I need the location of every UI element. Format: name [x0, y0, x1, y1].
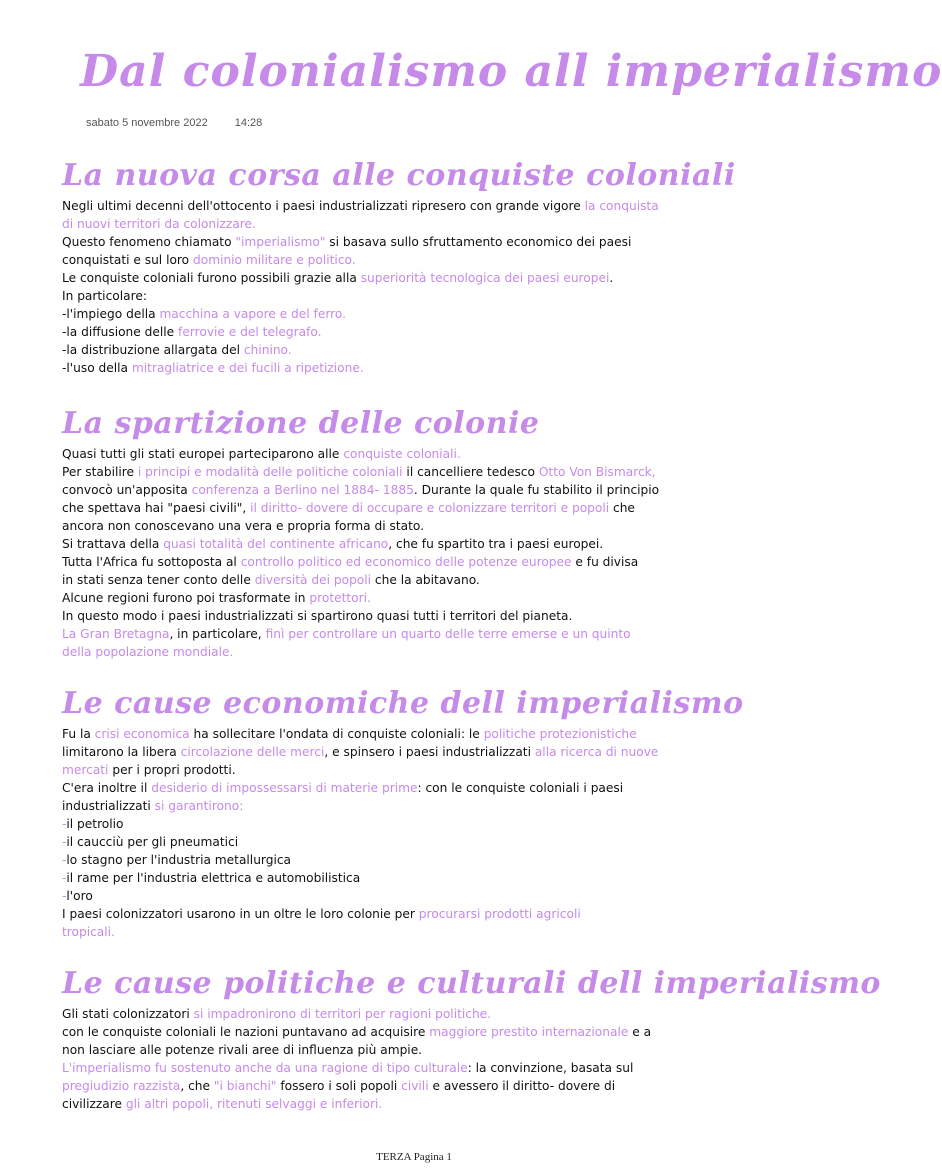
highlighted-text: quasi totalità del continente africano	[163, 537, 389, 551]
text-line	[62, 625, 822, 643]
highlighted-text: si garantirono:	[154, 799, 244, 813]
highlighted-text: conferenza a Berlino nel 1884- 1885	[191, 483, 414, 497]
body-text: l'oro	[66, 889, 93, 903]
body-text: -l'uso della	[62, 361, 132, 375]
section-body	[62, 725, 822, 941]
body-text: : con le conquiste coloniali i paesi	[417, 781, 624, 795]
highlighted-text: controllo politico ed economico delle potenze europee	[240, 555, 572, 569]
body-text: In questo modo i paesi industrializzati si spartirono quasi tutti i territori del pianeta.	[62, 609, 573, 623]
text-line	[62, 761, 822, 779]
body-text: con le conquiste coloniali le nazioni puntavano ad acquisire	[62, 1025, 430, 1039]
body-text: , che fu spartito tra i paesi europei.	[388, 537, 604, 551]
body-text: Quasi tutti gli stati europei parteciparono alle	[62, 447, 344, 461]
highlighted-text: di nuovi territori da colonizzare.	[62, 217, 256, 231]
text-line	[62, 1005, 822, 1023]
text-line	[62, 233, 822, 251]
highlighted-text: pregiudizio razzista	[62, 1079, 181, 1093]
text-line	[62, 359, 822, 377]
text-line	[62, 197, 822, 215]
highlighted-text: -	[62, 889, 67, 903]
body-text: Questo fenomeno chiamato	[62, 235, 236, 249]
body-text: Gli stati colonizzatori	[62, 1007, 194, 1021]
text-line	[62, 553, 822, 571]
page-title: Dal colonialismo all imperialismo	[80, 46, 942, 97]
highlighted-text: tropicali.	[62, 925, 115, 939]
highlighted-text: finì per controllare un quarto delle terre emerse e un quinto	[265, 627, 631, 641]
section-heading: La nuova corsa alle conquiste coloniali	[62, 158, 736, 193]
highlighted-text: maggiore prestito internazionale	[429, 1025, 629, 1039]
highlighted-text: -	[62, 871, 67, 885]
text-line	[62, 743, 822, 761]
text-line	[62, 287, 822, 305]
text-line	[62, 1077, 822, 1095]
body-text: , in particolare,	[169, 627, 266, 641]
body-text: Alcune regioni furono poi trasformate in	[62, 591, 310, 605]
body-text: I paesi colonizzatori usarono in un oltre le loro colonie per	[62, 907, 419, 921]
body-text: e avessero il diritto- dovere di	[428, 1079, 616, 1093]
body-text: per i propri prodotti.	[108, 763, 236, 777]
body-text: industrializzati	[62, 799, 155, 813]
body-text: ha sollecitare l'ondata di conquiste coloniali: le	[189, 727, 484, 741]
body-text: e a	[628, 1025, 652, 1039]
text-line	[62, 251, 822, 269]
body-text: , che	[180, 1079, 214, 1093]
body-text: : la convinzione, basata sul	[467, 1061, 634, 1075]
body-text: lo stagno per l'industria metallurgica	[66, 853, 292, 867]
body-text: che spettava hai "paesi civili",	[62, 501, 251, 515]
highlighted-text: i principi e modalità delle politiche coloniali	[137, 465, 403, 479]
body-text: conquistati e sul loro	[62, 253, 193, 267]
body-text: limitarono la libera	[62, 745, 181, 759]
body-text: Per stabilire	[62, 465, 138, 479]
body-text: Negli ultimi decenni dell'ottocento i paesi industrializzati ripresero con grande vigore	[62, 199, 585, 213]
text-line	[62, 1023, 822, 1041]
body-text: .	[609, 271, 614, 285]
highlighted-text: crisi economica	[94, 727, 190, 741]
text-line	[62, 481, 822, 499]
highlighted-text: Otto Von Bismarck,	[538, 465, 656, 479]
highlighted-text: conquiste coloniali.	[343, 447, 461, 461]
highlighted-text: ferrovie e del telegrafo.	[178, 325, 322, 339]
section-nuova-corsa	[62, 158, 822, 377]
section-body	[62, 1005, 822, 1113]
time-label: 14:28	[234, 117, 263, 129]
section-spartizione	[62, 406, 822, 661]
body-text: il caucciù per gli pneumatici	[66, 835, 239, 849]
timestamp	[86, 117, 286, 129]
body-text: , e spinsero i paesi industrializzati	[324, 745, 535, 759]
highlighted-text: mitragliatrice e dei fucili a ripetizione.	[131, 361, 364, 375]
text-line	[62, 1059, 822, 1077]
highlighted-text: il diritto- dovere di occupare e colonizzare territori e popoli	[250, 501, 610, 515]
text-line	[62, 341, 822, 359]
body-text: che	[609, 501, 635, 515]
body-text: Fu la	[62, 727, 95, 741]
text-line	[62, 851, 822, 869]
body-text: C'era inoltre il	[62, 781, 152, 795]
highlighted-text: dominio militare e politico.	[193, 253, 356, 267]
body-text: il rame per l'industria elettrica e automobilistica	[66, 871, 361, 885]
highlighted-text: desiderio di impossessarsi di materie prime	[151, 781, 418, 795]
highlighted-text: diversità dei popoli	[254, 573, 372, 587]
text-line	[62, 215, 822, 233]
body-text: il petrolio	[66, 817, 124, 831]
text-line	[62, 589, 822, 607]
text-line	[62, 887, 822, 905]
highlighted-text: della popolazione mondiale.	[62, 645, 234, 659]
highlighted-text: si impadronirono di territori per ragioni politiche.	[193, 1007, 492, 1021]
highlighted-text: civili	[401, 1079, 429, 1093]
section-heading: Le cause economiche dell imperialismo	[62, 686, 744, 721]
text-line	[62, 535, 822, 553]
highlighted-text: -	[62, 835, 67, 849]
highlighted-text: La Gran Bretagna	[62, 627, 170, 641]
body-text: Le conquiste coloniali furono possibili grazie alla	[62, 271, 361, 285]
body-text: . Durante la quale fu stabilito il principio	[413, 483, 660, 497]
section-heading: Le cause politiche e culturali dell imperialismo	[62, 966, 881, 1001]
text-line	[62, 571, 822, 589]
text-line	[62, 643, 822, 661]
highlighted-text: "i bianchi"	[213, 1079, 277, 1093]
body-text: si basava sullo sfruttamento economico dei paesi	[325, 235, 632, 249]
body-text: fossero i soli popoli	[276, 1079, 402, 1093]
section-heading: La spartizione delle colonie	[62, 406, 540, 441]
text-line	[62, 1095, 822, 1113]
section-cause-economiche	[62, 686, 822, 941]
body-text: in stati senza tener conto delle	[62, 573, 255, 587]
text-line	[62, 305, 822, 323]
body-text: civilizzare	[62, 1097, 126, 1111]
section-cause-politiche	[62, 966, 881, 1113]
text-line	[62, 607, 822, 625]
highlighted-text: procurarsi prodotti agricoli	[418, 907, 581, 921]
body-text: non lasciare alle potenze rivali aree di influenza più ampie.	[62, 1043, 423, 1057]
highlighted-text: -	[62, 853, 67, 867]
text-line	[62, 323, 822, 341]
body-text: convocò un'apposita	[62, 483, 192, 497]
body-text: -l'impiego della	[62, 307, 160, 321]
text-line	[62, 815, 822, 833]
highlighted-text: alla ricerca di nuove	[534, 745, 659, 759]
text-line	[62, 517, 822, 535]
text-line	[62, 269, 822, 287]
date-label: sabato 5 novembre 2022	[86, 117, 208, 129]
page-footer: TERZA Pagina 1	[376, 1151, 452, 1163]
text-line	[62, 797, 822, 815]
highlighted-text: politiche protezionistiche	[483, 727, 637, 741]
text-line	[62, 463, 822, 481]
highlighted-text: "imperialismo"	[235, 235, 326, 249]
highlighted-text: gli altri popoli, ritenuti selvaggi e inferiori.	[125, 1097, 383, 1111]
highlighted-text: -	[62, 817, 67, 831]
highlighted-text: L'imperialismo fu sostenuto anche da una ragione di tipo culturale	[62, 1061, 468, 1075]
highlighted-text: protettori.	[309, 591, 371, 605]
text-line	[62, 499, 822, 517]
text-line	[62, 445, 822, 463]
text-line	[62, 1041, 822, 1059]
body-text: -la distribuzione allargata del	[62, 343, 244, 357]
body-text: e fu divisa	[571, 555, 639, 569]
body-text: che la abitavano.	[371, 573, 480, 587]
highlighted-text: superiorità tecnologica dei paesi europei	[360, 271, 610, 285]
body-text: -la diffusione delle	[62, 325, 179, 339]
text-line	[62, 833, 822, 851]
body-text: ancora non conoscevano una vera e propria forma di stato.	[62, 519, 424, 533]
text-line	[62, 725, 822, 743]
text-line	[62, 923, 822, 941]
section-body	[62, 445, 822, 661]
highlighted-text: chinino.	[243, 343, 292, 357]
body-text: In particolare:	[62, 289, 147, 303]
text-line	[62, 869, 822, 887]
section-body	[62, 197, 822, 377]
body-text: Tutta l'Africa fu sottoposta al	[62, 555, 241, 569]
body-text: il cancelliere tedesco	[402, 465, 539, 479]
text-line	[62, 779, 822, 797]
highlighted-text: la conquista	[584, 199, 659, 213]
text-line	[62, 905, 822, 923]
highlighted-text: macchina a vapore e del ferro.	[159, 307, 346, 321]
highlighted-text: circolazione delle merci	[180, 745, 325, 759]
highlighted-text: mercati	[62, 763, 109, 777]
body-text: Si trattava della	[62, 537, 164, 551]
